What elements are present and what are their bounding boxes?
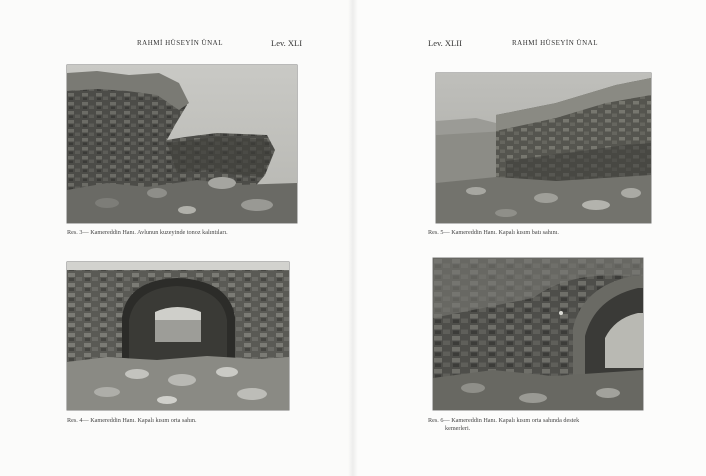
photo-central-nave-arch [67, 262, 289, 410]
photo-vault-remains [67, 65, 297, 223]
book-gutter [348, 0, 358, 476]
caption-res-4: Res. 4— Kamereddin Hanı. Kapalı kısım orta sahın. [67, 417, 197, 424]
left-running-head-author: RAHMİ HÜSEYİN ÜNAL [137, 39, 223, 47]
caption-res-6-line1: Res. 6— Kamereddin Hanı. Kapalı kısım orta sahında destek [428, 417, 580, 424]
caption-res-5: Res. 5— Kamereddin Hanı. Kapalı kısım batı sahını. [428, 229, 559, 236]
photo-support-arches [433, 258, 643, 410]
right-running-head-author: RAHMİ HÜSEYİN ÜNAL [512, 39, 598, 47]
left-plate-number: Lev. XLI [271, 38, 303, 48]
caption-res-6-line2: kemerleri. [445, 425, 471, 432]
right-plate-number: Lev. XLII [428, 38, 462, 48]
caption-res-3: Res. 3— Kamereddin Hanı. Avlunun kuzeyinde tonoz kalıntıları. [67, 229, 228, 236]
photo-west-nave [436, 73, 651, 223]
